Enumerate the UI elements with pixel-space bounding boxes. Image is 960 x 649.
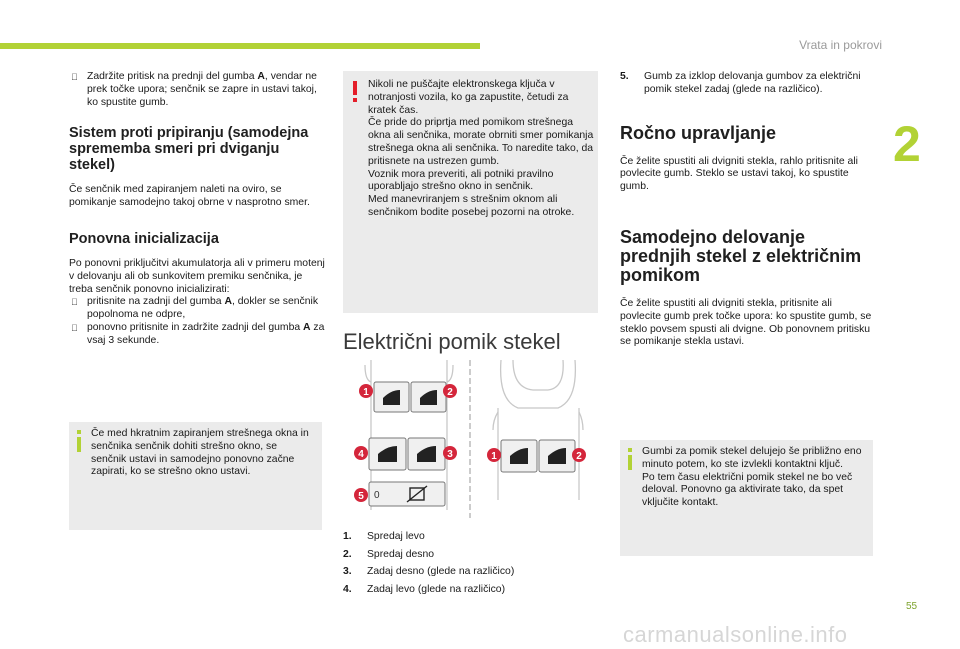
switch-rear-door-2 xyxy=(539,440,575,472)
column-3 xyxy=(620,71,872,349)
heading-manual: Ročno upravljanje xyxy=(620,122,777,143)
header-accent-bar xyxy=(0,43,480,49)
svg-text:0: 0 xyxy=(374,490,380,501)
callout-5 xyxy=(354,488,368,502)
heading-anti-pinch: Sistem proti pripiranju (samodejna sprememba smeri pri dviganju stekel) xyxy=(69,125,309,174)
heading-reinit: Ponovna inicializacija xyxy=(69,230,219,247)
callout-1-front xyxy=(359,384,373,398)
para-manual: Če želite spustiti ali dvigniti stekla, rahlo pritisnite ali povlecite gumb. Steklo se ustavi takoj, ko spustite gumb. xyxy=(620,155,858,193)
list-item: 2. Spredaj desno xyxy=(343,548,435,560)
column-1 xyxy=(69,71,325,348)
title-electric-windows: Električni pomik stekel xyxy=(343,329,561,354)
para-reinit: Po ponovni priključitvi akumulatorja ali v primeru motenj v delovanju ali ob sunkovitem premiku senčnika, je treba senčnik ponovno inicializirati: xyxy=(69,257,325,295)
list-item-5: 5. Gumb za izklop delovanja gumbov za električni pomik stekel zadaj (glede na različico). xyxy=(620,71,861,95)
heading-auto: Samodejno delovanje prednjih stekel z električnim pomikom xyxy=(620,226,862,285)
callout-1-rear xyxy=(487,448,501,462)
warning-icon xyxy=(353,81,357,103)
list-item: 1. Spredaj levo xyxy=(343,531,425,542)
svg-text:2: 2 xyxy=(576,451,582,462)
warning-box: Nikoli ne puščajte elektronskega ključa v notranjosti vozila, ko ga zapustite, četudi za kratek čas. Če pride do priprtja med pomikom strešnega okna ali senčnika, morate obrniti smer pomikanja strešnega okna ali senčnika. To naredite tako, da pritisnete na ustrezen gumb. Voznik mora preveriti, ali potniki pravilno uporabljajo strešno okno in senčnik. Med manevriranjem s strešnim oknom ali senčnikom bodite posebej pozorni na otroke. xyxy=(343,71,598,313)
bullet-marker xyxy=(71,71,78,84)
rear-lock-switch xyxy=(369,482,445,506)
svg-text:5: 5 xyxy=(358,491,364,502)
para-anti-pinch: Če senčnik med zapiranjem naleti na oviro, se pomikanje samodejno takoj obrne v nasprotno smer. xyxy=(69,184,310,209)
para-auto: Če želite spustiti ali dvigniti stekla, pritisnite ali povlecite gumb prek točke upora: ko spustite gumb, se steklo povsem spusti ali dvigne. Ob ponovnem pritisku se pomikanje stekla ustavi. xyxy=(620,297,872,348)
callout-3 xyxy=(443,446,457,460)
info-box-windows: Gumbi za pomik stekel delujejo še približno eno minuto potem, ko ste izvlekli kontaktni ključ. Po tem času električni pomik stekel ne bo več deloval. Ponovno ga aktivirate tako, da spet vključite kontakt. xyxy=(620,440,873,556)
page-number: 55 xyxy=(906,601,918,612)
bullet-reinit-a: pritisnite na zadnji del gumba A, dokler se senčnik popolnoma ne odpre, xyxy=(69,296,325,322)
window-switch-diagram xyxy=(343,360,598,520)
bullet-reinit-b: ponovno pritisnite in zadržite zadnji del gumba A za vsaj 3 sekunde. xyxy=(69,322,325,348)
switch-front-right xyxy=(411,382,446,412)
svg-text:4: 4 xyxy=(358,449,364,460)
switch-rear-door-1 xyxy=(501,440,537,472)
switch-front-left xyxy=(374,382,409,412)
rear-panel-outline xyxy=(493,360,583,500)
callout-2-rear xyxy=(572,448,586,462)
svg-text:3: 3 xyxy=(447,449,453,460)
bullet-zadrzite: Zadržite pritisk na prednji del gumba A, vendar ne prek točke upora; senčnik se zapre in ustavi takoj, ko spustite gumb. xyxy=(69,71,325,109)
switch-rear-left xyxy=(369,438,406,470)
chapter-number: 2 xyxy=(893,116,921,172)
window-list xyxy=(343,528,514,598)
bullet-marker xyxy=(71,296,78,309)
info-icon xyxy=(77,430,81,452)
info-box-sunblind: Če med hkratnim zapiranjem strešnega okna in senčnika senčnik dohiti strešno okno, se senčnik ustavi in samodejno ponovno začne zapirati, ko se strešno okno ustavi. xyxy=(69,422,322,530)
svg-text:1: 1 xyxy=(491,451,497,462)
svg-text:2: 2 xyxy=(447,387,453,398)
callout-2-front xyxy=(443,384,457,398)
switch-rear-right xyxy=(408,438,445,470)
bullet-marker xyxy=(71,322,78,335)
svg-text:1: 1 xyxy=(363,387,369,398)
info-icon xyxy=(628,448,632,470)
list-item: 4. Zadaj levo (glede na različico) xyxy=(343,583,506,595)
list-item: 3. Zadaj desno (glede na različico) xyxy=(343,566,515,577)
watermark: carmanualsonline.info xyxy=(623,622,848,647)
section-title: Vrata in pokrovi xyxy=(799,38,882,52)
callout-4 xyxy=(354,446,368,460)
